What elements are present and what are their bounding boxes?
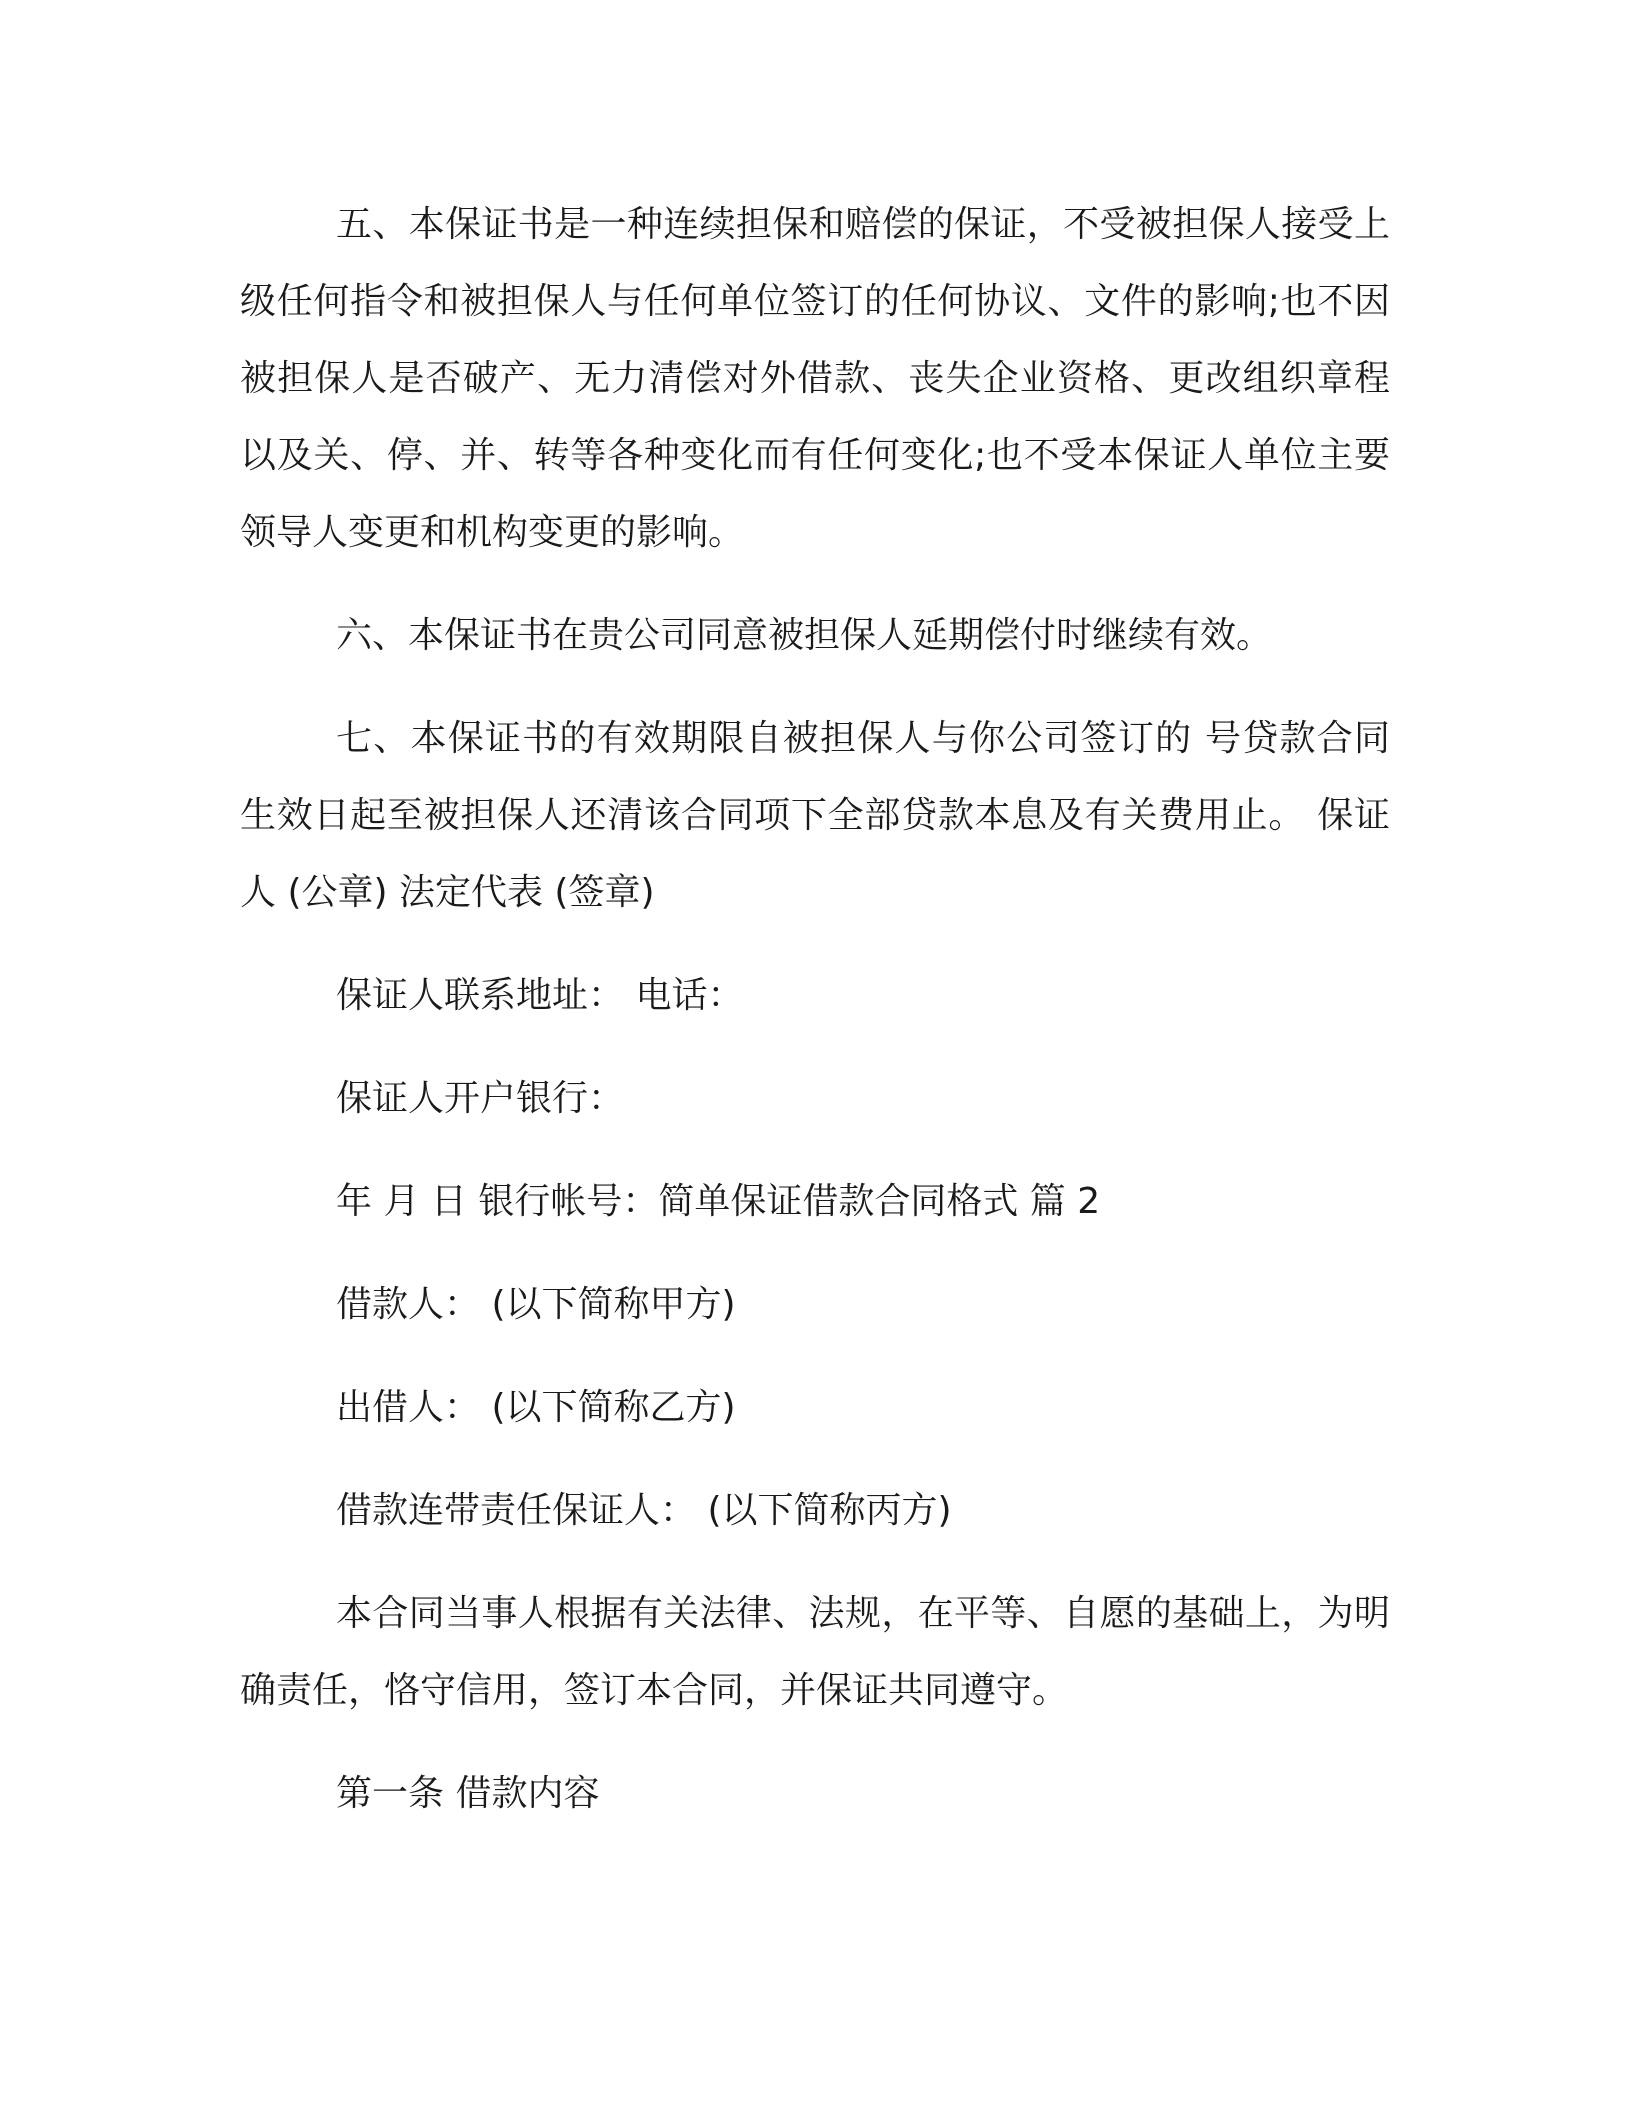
paragraph-extension-validity: 六、本保证书在贵公司同意被担保人延期偿付时继续有效。 — [336, 615, 1273, 656]
paragraph-guarantor-address: 保证人联系地址： 电话： — [336, 975, 744, 1016]
paragraph-validity-period: 七、本保证书的有效期限自被担保人与你公司签订的 号贷款合同生效日起至被担保人还清该合同项下全部贷款本息及有关费用止。 保证人 (公章) 法定代表 (签章) — [240, 718, 1390, 913]
paragraph-borrower: 借款人： (以下简称甲方) — [336, 1284, 736, 1325]
paragraph-guarantor-bank: 保证人开户银行： — [336, 1078, 625, 1119]
paragraph-contract-preamble: 本合同当事人根据有关法律、法规，在平等、自愿的基础上，为明确责任，恪守信用，签订本合同，并保证共同遵守。 — [240, 1593, 1390, 1711]
section-heading-loan-content: 第一条 借款内容 — [336, 1773, 600, 1814]
paragraph-date-account: 年 月 日 银行帐号：简单保证借款合同格式 篇 2 — [336, 1181, 1101, 1222]
paragraph-lender: 出借人： (以下简称乙方) — [336, 1387, 736, 1428]
document-body — [240, 186, 1390, 1858]
paragraph-guarantee-continuity: 五、本保证书是一种连续担保和赔偿的保证，不受被担保人接受上级任何指令和被担保人与任何单位签订的任何协议、文件的影响;也不因被担保人是否破产、无力清偿对外借款、丧失企业资格、更改组织章程以及关、停、并、转等各种变化而有任何变化;也不受本保证人单位主要领导人变更和机构变更的影响。 — [240, 204, 1390, 553]
paragraph-joint-guarantor: 借款连带责任保证人： (以下简称丙方) — [336, 1490, 952, 1531]
